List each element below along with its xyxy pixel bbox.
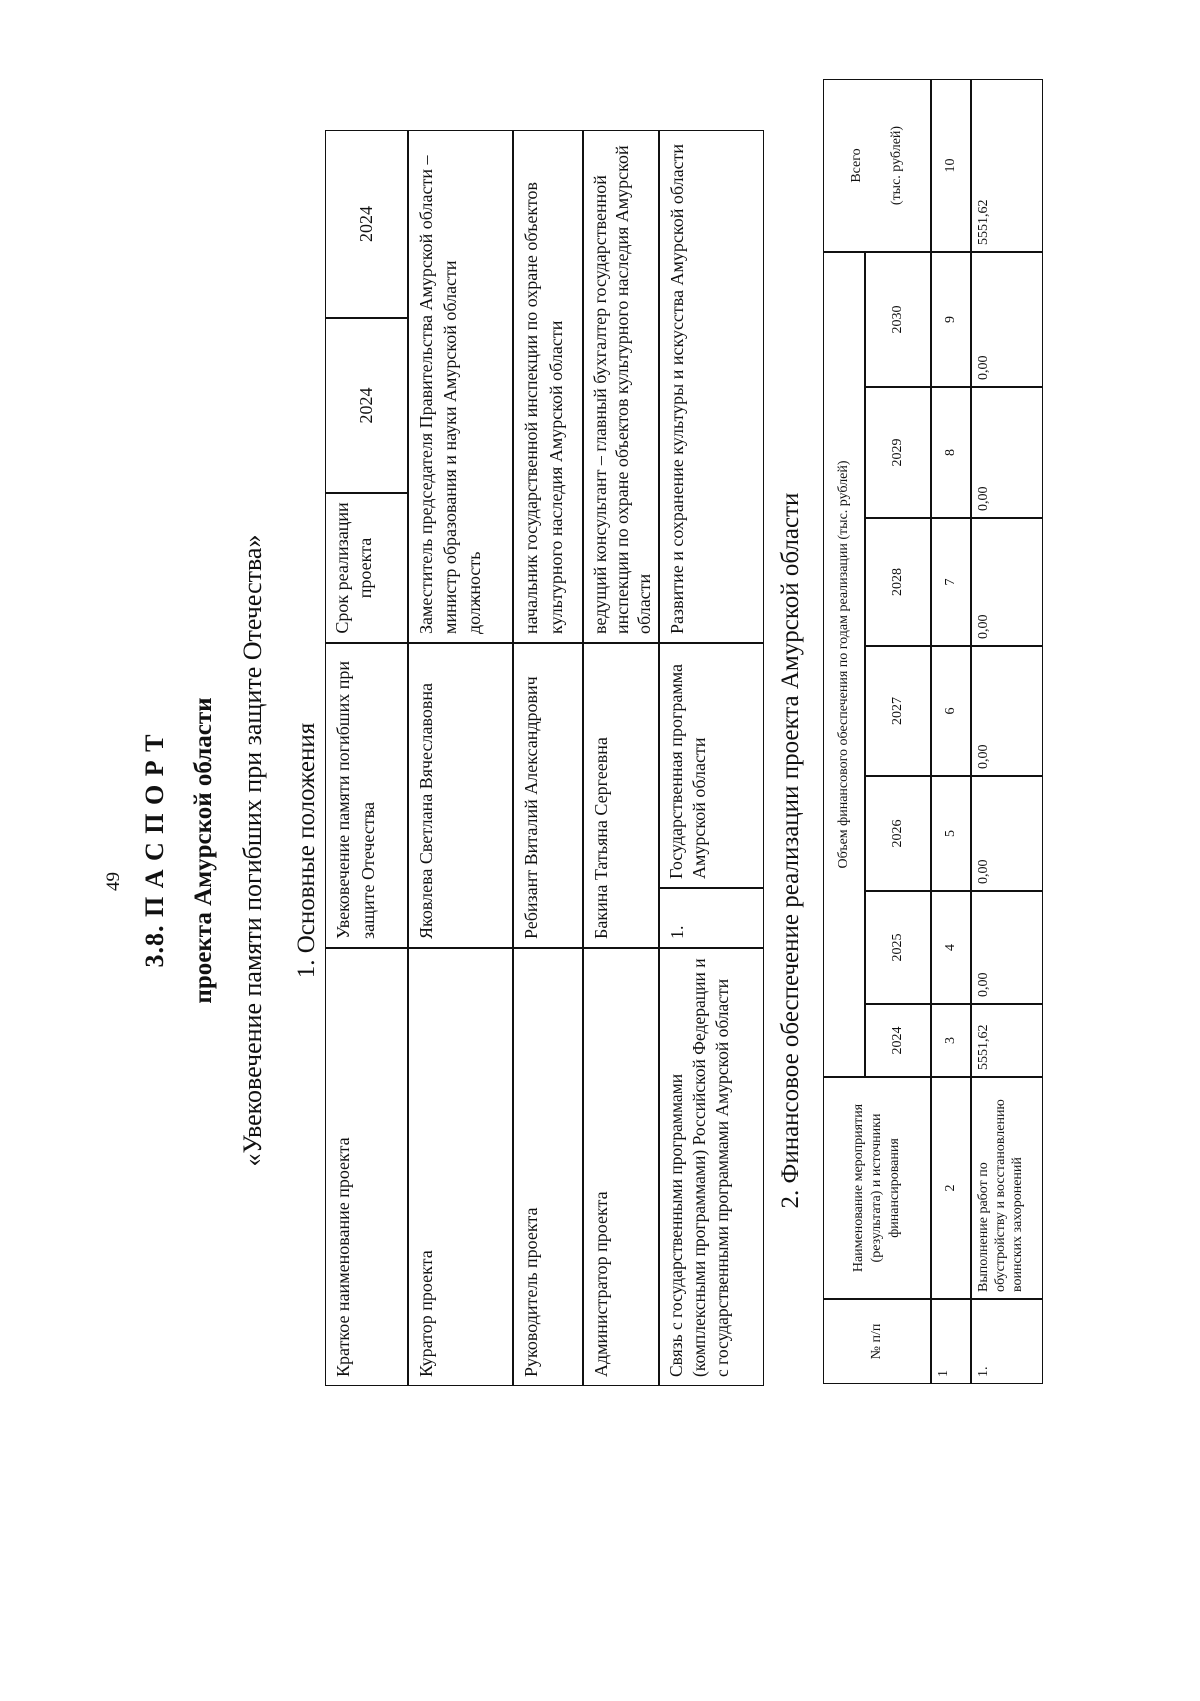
row-value-short-name: Увековечение памяти погибших при защите Отечества: [325, 643, 408, 948]
row1-num: 1.: [971, 1299, 1043, 1384]
year-2027: 2027: [865, 646, 931, 776]
row1-2029: 0,00: [971, 387, 1043, 518]
program-link: Развитие и сохранение культуры и искусства Амурской области: [659, 130, 764, 643]
index-1: 1: [931, 1299, 971, 1384]
year-2024: 2024: [865, 1004, 931, 1077]
curator-position-line-2: министр образования и науки Амурской области: [440, 260, 460, 634]
row-label-curator: Куратор проекта: [408, 948, 513, 1386]
row1-name: Выполнение работ по обустройству и восстановлению воинских захоронений: [971, 1077, 1043, 1299]
row-label-manager: Руководитель проекта: [513, 948, 583, 1386]
administrator-position: ведущий консультант – главный бухгалтер государственной инспекции по охране объектов культурного наследия Амурской области: [583, 130, 659, 643]
manager-name: Ребизант Виталий Александрович: [513, 643, 583, 948]
col-total-label: Всего: [849, 148, 864, 183]
col-total-header: [823, 79, 931, 252]
row1-2030: 0,00: [971, 252, 1043, 387]
term-end: 2024: [325, 130, 408, 318]
index-7: 7: [931, 518, 971, 646]
year-2026: 2026: [865, 776, 931, 891]
section2-heading: 2. Финансовое обеспечение реализации проекта Амурской области: [777, 492, 804, 1209]
row1-2028: 0,00: [971, 518, 1043, 646]
page-number: 49: [103, 872, 124, 891]
year-2029: 2029: [865, 387, 931, 518]
col-num-header: № п/п: [823, 1299, 931, 1384]
row-label-short-name: Краткое наименование проекта: [325, 948, 408, 1386]
index-5: 5: [931, 776, 971, 891]
row1-2026: 0,00: [971, 776, 1043, 891]
year-2030: 2030: [865, 252, 931, 387]
index-10: 10: [931, 79, 971, 252]
year-2028: 2028: [865, 518, 931, 646]
index-6: 6: [931, 646, 971, 776]
year-2025: 2025: [865, 891, 931, 1004]
curator-position: [408, 130, 513, 643]
row-label-administrator: Администратор проекта: [583, 948, 659, 1386]
section1-heading: 1. Основные положения: [293, 722, 320, 979]
project-name: «Увековечение памяти погибших при защите Отечества»: [238, 534, 267, 1167]
passport-title: 3.8. П А С П О Р Т: [140, 733, 169, 968]
curator-position-line-1: Заместитель председателя Правительства Амурской области –: [416, 155, 436, 634]
col-name-header: Наименование мероприятия (результата) и источники финансирования: [823, 1077, 931, 1299]
curator-position-line-3: должность: [464, 551, 484, 634]
col-total-unit: (тыс. рублей): [889, 125, 904, 206]
col-years-group-header: Объем финансового обеспечения по годам реализации (тыс. рублей): [823, 252, 865, 1077]
index-4: 4: [931, 891, 971, 1004]
index-2: 2: [931, 1077, 971, 1299]
curator-name: Яковлева Светлана Вячеславовна: [408, 643, 513, 948]
program-name: Государственная программа Амурской области: [659, 643, 764, 888]
row-label-programs: Связь с государственными программами (комплексными программами) Российской Федерации и с государственными программами Амурской области: [659, 948, 764, 1386]
index-3: 3: [931, 1004, 971, 1077]
row1-total: 5551,62: [971, 79, 1043, 252]
program-number: 1.: [659, 888, 764, 948]
term-start: 2024: [325, 318, 408, 493]
row1-2024: 5551,62: [971, 1004, 1043, 1077]
passport-subtitle: проекта Амурской области: [190, 697, 217, 1004]
index-9: 9: [931, 252, 971, 387]
administrator-name: Бакина Татьяна Сергеевна: [583, 643, 659, 948]
term-label: Срок реализации проекта: [325, 493, 408, 643]
manager-position: начальник государственной инспекции по охране объектов культурного наследия Амурской области: [513, 130, 583, 643]
row1-2025: 0,00: [971, 891, 1043, 1004]
row1-2027: 0,00: [971, 646, 1043, 776]
index-8: 8: [931, 387, 971, 518]
